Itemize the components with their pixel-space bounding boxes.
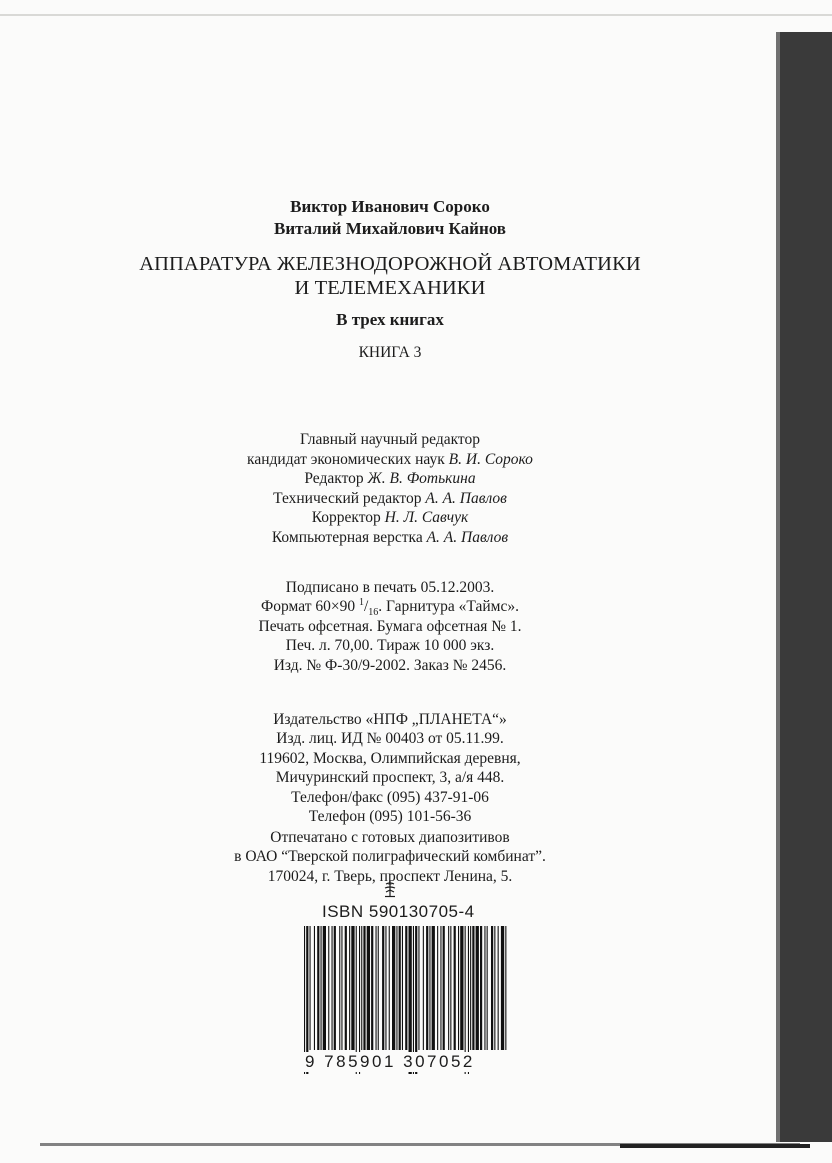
staff-name: Н. Л. Савчук <box>384 509 469 527</box>
author-1: Виктор Иванович Сороко <box>290 197 490 216</box>
printer-info <box>0 828 780 886</box>
publisher-line: Телефон (095) 101-56-36 <box>308 808 472 826</box>
print-order: Изд. № Ф-30/9-2002. Заказ № 2456. <box>273 656 507 674</box>
publisher-line: Издательство «НПФ „ПЛАНЕТА“» <box>273 711 507 728</box>
print-signed: Подписано в печать 05.12.2003. <box>285 579 495 596</box>
staff-role: Редактор <box>304 470 364 488</box>
title-line-1: АППАРАТУРА ЖЕЛЕЗНОДОРОЖНОЙ АВТОМАТИКИ <box>139 253 641 275</box>
format-suffix: . Гарнитура «Таймс». <box>378 598 519 616</box>
printer-line: Отпечатано с готовых диапозитивов <box>270 829 510 846</box>
scan-dark-strip <box>780 32 832 1142</box>
print-sheets: Печ. л. 70,00. Тираж 10 000 экз. <box>285 637 495 655</box>
format-denominator: 16 <box>368 607 379 619</box>
book-number: КНИГА 3 <box>358 344 422 361</box>
staff-role: Главный научный редактор <box>299 431 480 448</box>
printer-line: 170024, г. Тверь, проспект Ленина, 5. <box>267 867 513 885</box>
author-2: Виталий Михайлович Кайнов <box>273 219 506 238</box>
publisher-line: 119602, Москва, Олимпийская деревня, <box>259 749 521 767</box>
staff-name: А. А. Павлов <box>425 489 507 507</box>
staff-line <box>0 430 780 450</box>
staff-line <box>0 469 780 489</box>
publisher-line: Мичуринский проспект, 3, а/я 448. <box>275 769 505 787</box>
book-title <box>0 252 780 300</box>
staff-role: Корректор <box>311 509 381 527</box>
printer-line: в ОАО “Тверской полиграфический комбинат”. <box>234 848 546 866</box>
scan-bottom-shadow-dark <box>620 1144 810 1148</box>
publisher-info <box>0 710 780 826</box>
staff-role: кандидат экономических наук <box>247 450 445 468</box>
staff-line <box>0 528 780 548</box>
print-info <box>0 578 780 675</box>
title-line-2: И ТЕЛЕМЕХАНИКИ <box>294 277 486 299</box>
print-paper: Печать офсетная. Бумага офсетная № 1. <box>258 617 522 635</box>
staff-role: Технический редактор <box>273 489 422 507</box>
staff-line <box>0 489 780 509</box>
staff-name: Ж. В. Фотькина <box>367 470 476 488</box>
staff-line <box>0 450 780 470</box>
staff-name: А. А. Павлов <box>426 528 509 546</box>
barcode-number: 9 785901 307052 <box>305 1052 475 1071</box>
publisher-line: Телефон/факс (095) 437-91-06 <box>291 788 489 806</box>
staff-name: В. И. Сороко <box>448 450 533 468</box>
staff-credits <box>0 430 780 548</box>
print-format: Формат 60×90 $^1/_{16}$. Гарнитура «Таймс». <box>261 597 519 619</box>
publisher-line: Изд. лиц. ИД № 00403 от 05.11.99. <box>276 730 504 748</box>
format-prefix: Формат 60×90 <box>261 598 356 616</box>
scan-edge-top <box>0 14 832 16</box>
authors-block <box>0 196 780 240</box>
format-numerator: 1 <box>358 597 364 609</box>
book-subtitle: В трех книгах <box>336 310 444 329</box>
isbn-label: ISBN 590130705-4 <box>322 902 475 921</box>
printer-logo-icon <box>383 880 397 898</box>
staff-role: Компьютерная верстка <box>271 528 423 546</box>
staff-line <box>0 508 780 528</box>
